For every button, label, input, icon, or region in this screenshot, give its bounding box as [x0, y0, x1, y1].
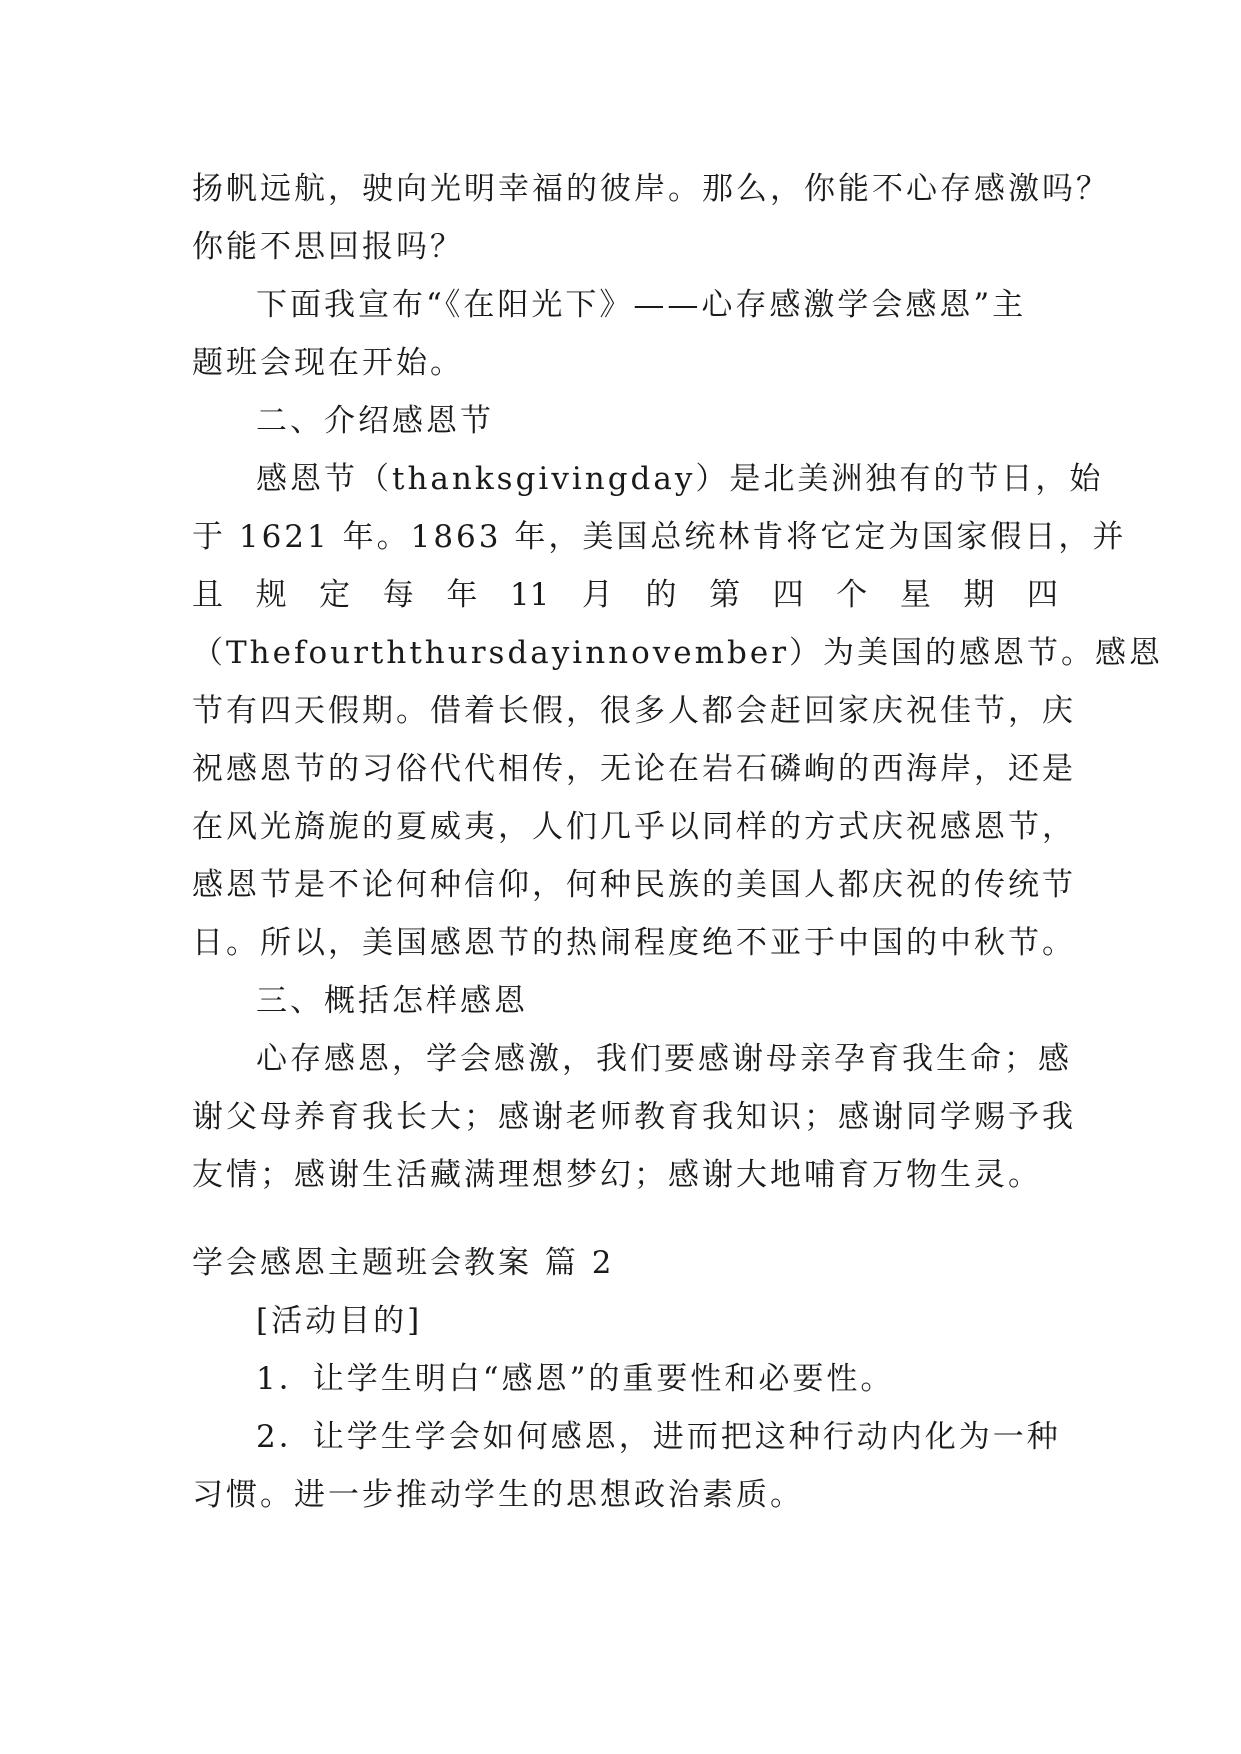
word: 月	[581, 577, 613, 613]
text-line: （Thefourththursdayinnovember）为美国的感恩节。感恩	[192, 635, 1164, 671]
section-title: 学会感恩主题班会教案 篇 2	[192, 1245, 615, 1281]
text-line: 于 1621 年。1863 年，美国总统林肯将它定为国家假日，并	[192, 519, 1127, 555]
word: 年	[446, 577, 478, 613]
section-heading: 二、介绍感恩节	[256, 403, 494, 439]
text-line: 扬帆远航，驶向光明幸福的彼岸。那么，你能不心存感激吗？	[192, 171, 1110, 207]
word: 每	[382, 577, 414, 613]
word: 个	[836, 577, 868, 613]
document-page	[192, 160, 1164, 1524]
text-line: 你能不思回报吗？	[192, 229, 464, 265]
word: 且	[192, 577, 223, 613]
text-line: 祝感恩节的习俗代代相传，无论在岩石磷峋的西海岸，还是	[192, 751, 1076, 787]
word: 第	[709, 577, 741, 613]
word: 的	[645, 577, 677, 613]
word: 期	[963, 577, 995, 613]
text-line-spread	[192, 566, 1058, 624]
text-line: 谢父母养育我长大；感谢老师教育我知识；感谢同学赐予我	[192, 1099, 1076, 1135]
text-line: 题班会现在开始。	[192, 345, 464, 381]
text-line: 2．让学生学会如何感恩，进而把这种行动内化为一种	[256, 1419, 1061, 1455]
text-line: 日。所以，美国感恩节的热闹程度绝不亚于中国的中秋节。	[192, 925, 1076, 961]
text-line: 感恩节（thanksgivingday）是北美洲独有的节日，始	[256, 461, 1104, 497]
text-line: 节有四天假期。借着长假，很多人都会赶回家庆祝佳节，庆	[192, 693, 1076, 729]
text-line: 1．让学生明白“感恩”的重要性和必要性。	[256, 1361, 895, 1397]
text-line: 友情；感谢生活藏满理想梦幻；感谢大地哺育万物生灵。	[192, 1157, 1042, 1193]
word: 规	[255, 577, 287, 613]
word: 定	[319, 577, 351, 613]
word: 四	[772, 577, 804, 613]
paragraph-gap	[192, 1204, 1058, 1234]
word: 四	[1026, 577, 1058, 613]
text-line: 心存感恩，学会感激，我们要感谢母亲孕育我生命；感	[256, 1041, 1072, 1077]
text-line: 下面我宣布“《在阳光下》——心存感激学会感恩”主	[256, 287, 1027, 323]
text-line: [活动目的]	[256, 1303, 423, 1339]
text-line: 感恩节是不论何种信仰，何种民族的美国人都庆祝的传统节	[192, 867, 1076, 903]
section-heading: 三、概括怎样感恩	[256, 983, 528, 1019]
word: 11	[509, 577, 550, 613]
text-line: 在风光旖旎的夏威夷，人们几乎以同样的方式庆祝感恩节，	[192, 809, 1076, 845]
word: 星	[899, 577, 931, 613]
text-line: 习惯。进一步推动学生的思想政治素质。	[192, 1477, 804, 1513]
